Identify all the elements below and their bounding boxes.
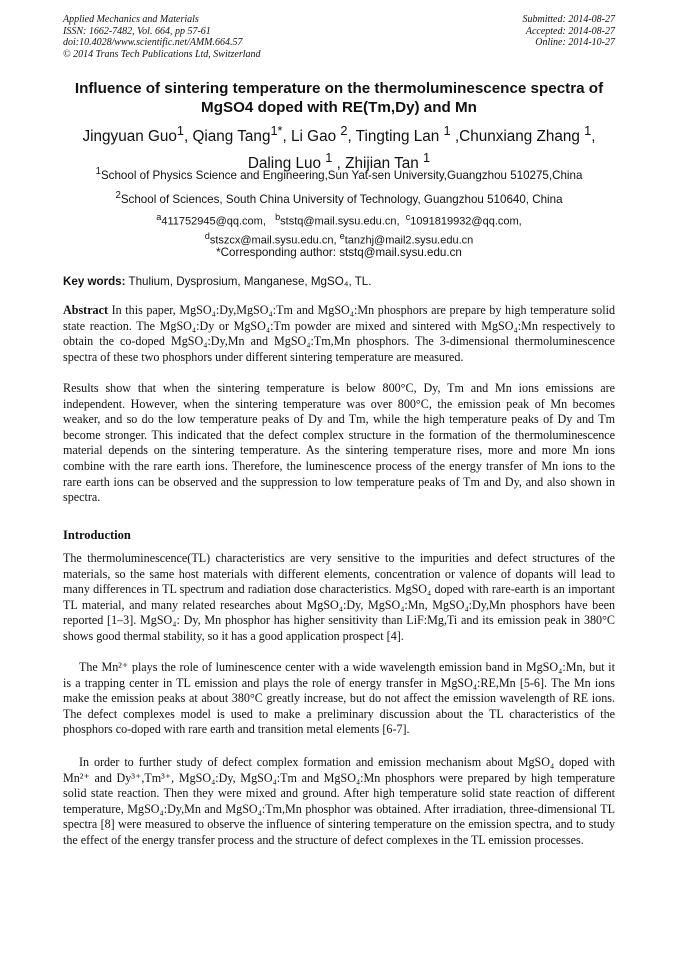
- submitted-date: Submitted: 2014-08-27: [522, 14, 615, 25]
- affiliation: $^2$School of Sciences, South China University of Technology, Guangzhou 510640, China: [115, 190, 563, 206]
- copyright: © 2014 Trans Tech Publications Ltd, Switzerland: [63, 48, 261, 60]
- paper-title: Influence of sintering temperature on the thermoluminescence spectra of MgSO4 doped with RE(Tm,Dy) and Mn: [74, 80, 604, 116]
- author-emails: $^a$411752945@qq.com, $^b$ststq@mail.sysu.edu.cn, $^c$1091819932@qq.com, $^d$stszcx@mail.sysu.edu.cn, $^e$tanzhj@mail2.sysu.edu.cn: [156, 212, 522, 247]
- dates-header: [523, 14, 616, 49]
- email: ststq@mail.sysu.edu.cn,: [280, 215, 400, 228]
- intro-paragraph-1: The thermoluminescence(TL) characteristics are very sensitive to the impurities and defect structures of the materials, so the same host materials with different elements, concentration or valence of dopants will lead to many differences in TL spectrum and radiation dose characteristics. MgSO₄ doped with rare-earth is an important TL material, and many related researches about MgSO₄:Dy, MgSO₄:Mn, MgSO₄:Dy,Mn phosphors have been reported [1–3]. MgSO₄: Dy, Mn phosphor has higher sensitivity than LiF:Mg,Ti and its emission peak in 380°C shows good thermal stability, so it has a good application prospect [4].: [63, 551, 615, 643]
- author: Qiang Tang$^{1*}$: [192, 123, 283, 146]
- email: 411752945@qq.com,: [161, 215, 266, 228]
- author: Zhijian Tan $^1$: [345, 149, 431, 172]
- abstract-results-paragraph: Results show that when the sintering temperature is below 800°C, Dy, Tm and Mn ions emissions are independent. However, when the sintering temperature was over 800°C, the emission peak of Mn becomes weaker, and so do the low temperature peaks of Dy and Tm, while the high temperature peaks of Dy and Tm become stronger. This indicated that the defect complex structure in the formation of the thermoluminescence material depends on the sintering temperature. As the sintering temperature rises, more and more Mn ions combine with the rare earth ions. Therefore, the luminescence process of the energy transfer of Mn ions to the rare earth ions can be observed and the suppression to low temperature peaks of Tm and Dy, and also shown in spectra.: [63, 381, 615, 505]
- keywords: [63, 275, 615, 288]
- accepted-date: Accepted: 2014-08-27: [525, 25, 615, 37]
- online-date: Online: 2014-10-27: [535, 37, 615, 49]
- author-list: Jingyuan Guo$^1$, Qiang Tang$^{1*}$, Li Gao $^2$, Tingting Lan $^1$ ,Chunxiang Zhang $^1$, Daling Luo $^1$ , Zhijian Tan $^1$: [82, 123, 596, 172]
- keywords-text: Thulium, Dysprosium, Manganese, MgSO₄, TL.: [128, 275, 372, 288]
- abstract-paragraph: [63, 303, 615, 365]
- author: Li Gao $^2$: [291, 123, 348, 146]
- keywords-label: Key words:: [63, 275, 126, 288]
- email: tanzhj@mail2.sysu.edu.cn: [344, 234, 474, 247]
- abstract-heading: Abstract: [63, 303, 109, 317]
- introduction-heading: Introduction: [63, 528, 131, 542]
- author: Chunxiang Zhang $^1$: [459, 123, 592, 146]
- email: 1091819932@qq.com,: [410, 215, 522, 228]
- author: Daling Luo $^1$: [247, 149, 333, 172]
- email: stszcx@mail.sysu.edu.cn,: [209, 234, 337, 247]
- journal-header: [63, 14, 261, 60]
- intro-paragraph-3: In order to further study of defect complex formation and emission mechanism about MgSO₄ doped with Mn²⁺ and Dy³⁺,Tm³⁺, MgSO₄:Dy, MgSO₄:Tm and MgSO₄:Mn phosphors were prepared by high temperature solid state reaction. Then they were mixed and ground. After high temperature solid state reaction of different temperature, MgSO₄:Dy,Mn and MgSO₄:Tm,Mn phosphor was obtained. After irradiation, three-dimensional TL spectra [8] were measured to observe the influence of sintering temperature on the emission spectra, and to study the effect of the energy transfer process and the structure of defect complexes in the TL emission processes.: [63, 755, 615, 847]
- doi: doi:10.4028/www.scientific.net/AMM.664.57: [63, 37, 243, 49]
- author: Tingting Lan $^1$: [355, 123, 451, 146]
- intro-paragraph-2: The Mn²⁺ plays the role of luminescence center with a wide wavelength emission band in MgSO₄:Mn, but it is a trapping center in TL emission and plays the role of energy transfer in MgSO₄:RE,Mn [5-6]. The Mn ions make the emission peaks at about 380°C greatly increase, but do not affect the emission wavelength of RE ions. The defect complexes model is used to make a preliminary discussion about the TL characteristics of the phosphors co-doped with rare earth and transition metal elements [6-7].: [63, 660, 615, 737]
- journal-name: Applied Mechanics and Materials: [63, 14, 199, 25]
- author: Jingyuan Guo$^1$: [82, 123, 184, 146]
- affiliation: $^1$School of Physics Science and Engineering,Sun Yat-sen University,Guangzhou 510275,China: [95, 166, 583, 182]
- issn: ISSN: 1662-7482, Vol. 664, pp 57-61: [63, 25, 211, 37]
- abstract-text: In this paper, MgSO₄:Dy,MgSO₄:Tm and MgSO₄:Mn phosphors are prepare by high temperature solid state reaction. The MgSO₄:Dy or MgSO₄:Tm powder are mixed and sintered with MgSO₄:Mn respectively to obtain the co-doped MgSO₄:Dy,Mn and MgSO₄:Tm,Mn phosphors. The 3-dimensional thermoluminescence spectra of these two phosphors under different sintering temperature are measured.: [63, 303, 615, 364]
- corresponding-author: *Corresponding author: ststq@mail.sysu.edu.cn: [216, 246, 462, 259]
